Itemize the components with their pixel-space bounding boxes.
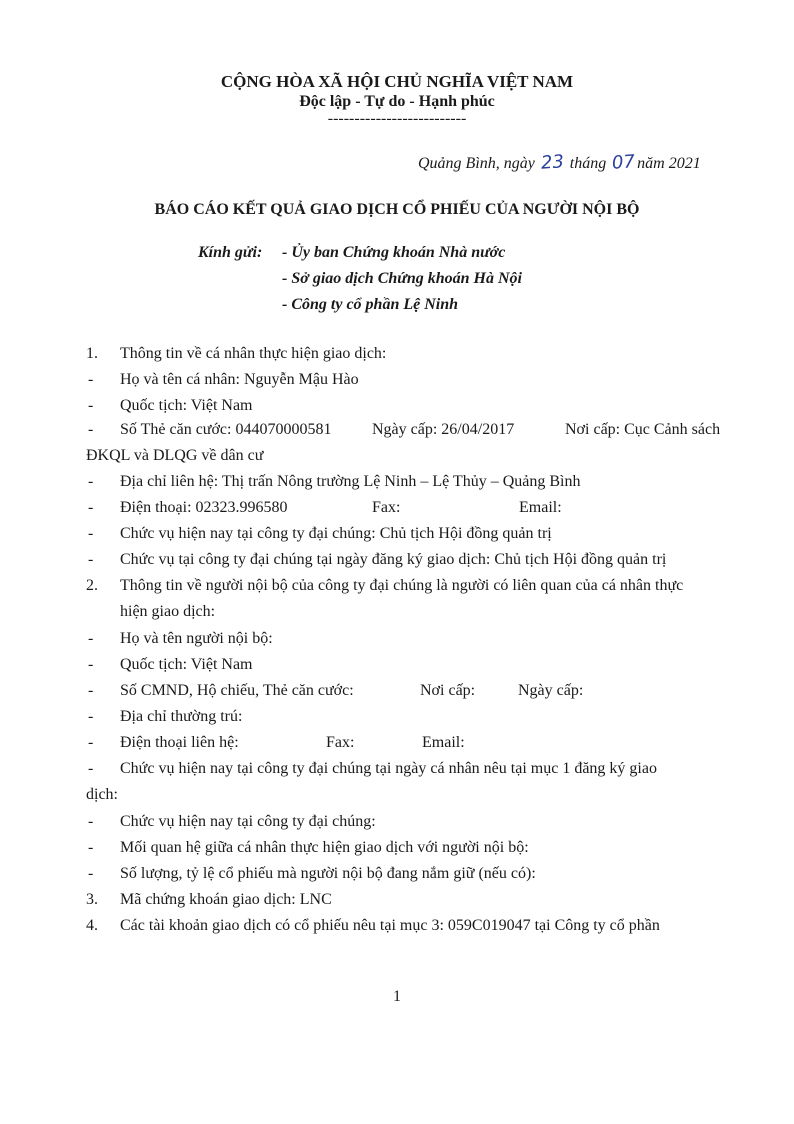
bullet-dash: - <box>88 473 94 490</box>
insider-fax: Fax: <box>326 734 355 751</box>
insider-phone: Điện thoại liên hệ: <box>120 734 239 751</box>
bullet-dash: - <box>88 682 94 699</box>
date-line <box>418 152 701 173</box>
date-prefix: Quảng Bình, ngày <box>418 155 535 172</box>
recipient-item: - Ủy ban Chứng khoán Nhà nước <box>282 244 506 261</box>
recipient-item: - Sở giao dịch Chứng khoán Hà Nội <box>282 270 522 287</box>
bullet-dash: - <box>88 708 94 725</box>
trader-name: Họ và tên cá nhân: Nguyễn Mậu Hào <box>120 371 359 388</box>
insider-id-place: Nơi cấp: <box>420 682 476 699</box>
section-number: 1. <box>86 345 98 362</box>
bullet-dash: - <box>88 839 94 856</box>
bullet-dash: - <box>88 499 94 516</box>
country-name: CỘNG HÒA XÃ HỘI CHỦ NGHĨA VIỆT NAM <box>220 72 574 91</box>
insider-position-now: Chức vụ hiện nay tại công ty đại chúng: <box>120 813 376 830</box>
report-title: BÁO CÁO KẾT QUẢ GIAO DỊCH CỔ PHIẾU CỦA NGƯỜI NỘI BỘ <box>154 201 640 218</box>
insider-holdings: Số lượng, tỷ lệ cổ phiếu mà người nội bộ đang nắm giữ (nếu có): <box>120 865 536 882</box>
bullet-dash: - <box>88 630 94 647</box>
section-heading: Thông tin về người nội bộ của công ty đại chúng là người có liên quan của cá nhân thực <box>120 577 684 594</box>
trader-id-place-continued: ĐKQL và DLQG về dân cư <box>86 447 264 464</box>
trader-id-place: Nơi cấp: Cục Cảnh sách <box>565 421 721 438</box>
bullet-dash: - <box>88 656 94 673</box>
header-rule: -------------------------- <box>327 110 467 127</box>
date-year: năm 2021 <box>637 155 701 172</box>
handwritten-month: 07 <box>611 151 636 174</box>
bullet-dash: - <box>88 865 94 882</box>
section-number: 4. <box>86 917 98 934</box>
trader-phone: Điện thoại: 02323.996580 <box>120 499 288 516</box>
trader-address: Địa chỉ liên hệ: Thị trấn Nông trường Lệ Ninh – Lệ Thủy – Quảng Bình <box>120 473 581 490</box>
bullet-dash: - <box>88 551 94 568</box>
trader-position-now: Chức vụ hiện nay tại công ty đại chúng: Chủ tịch Hội đồng quản trị <box>120 525 552 542</box>
national-motto: Độc lập - Tự do - Hạnh phúc <box>299 93 495 110</box>
bullet-dash: - <box>88 525 94 542</box>
trader-nationality: Quốc tịch: Việt Nam <box>120 397 253 414</box>
recipient-item: - Công ty cổ phần Lệ Ninh <box>282 296 459 313</box>
insider-email: Email: <box>422 734 465 751</box>
trader-position-registration: Chức vụ tại công ty đại chúng tại ngày đăng ký giao dịch: Chủ tịch Hội đồng quản trị <box>120 551 667 568</box>
trader-id-number: Số Thẻ căn cước: 044070000581 <box>120 421 332 438</box>
insider-nationality: Quốc tịch: Việt Nam <box>120 656 253 673</box>
bullet-dash: - <box>88 421 94 438</box>
trader-email: Email: <box>519 499 562 516</box>
insider-address: Địa chỉ thường trú: <box>120 708 243 725</box>
bullet-dash: - <box>88 371 94 388</box>
insider-id-date: Ngày cấp: <box>518 682 584 699</box>
handwritten-day: 23 <box>540 151 565 174</box>
trading-accounts: Các tài khoản giao dịch có cổ phiếu nêu tại mục 3: 059C019047 tại Công ty cổ phần <box>120 917 660 934</box>
date-month-word: tháng <box>569 155 607 172</box>
trader-id-date: Ngày cấp: 26/04/2017 <box>372 421 515 438</box>
bullet-dash: - <box>88 813 94 830</box>
page-number: 1 <box>393 988 401 1005</box>
section-heading-continued: hiện giao dịch: <box>120 603 216 620</box>
insider-name: Họ và tên người nội bộ: <box>120 630 273 647</box>
bullet-dash: - <box>88 397 94 414</box>
section-heading: Thông tin về cá nhân thực hiện giao dịch: <box>120 345 387 362</box>
insider-position-registration: Chức vụ hiện nay tại công ty đại chúng tại ngày cá nhân nêu tại mục 1 đăng ký giao <box>120 760 657 777</box>
section-number: 3. <box>86 891 98 908</box>
insider-relationship: Mối quan hệ giữa cá nhân thực hiện giao dịch với người nội bộ: <box>120 839 529 856</box>
insider-position-registration-continued: dịch: <box>86 786 118 803</box>
bullet-dash: - <box>88 760 94 777</box>
bullet-dash: - <box>88 734 94 751</box>
insider-id-number: Số CMND, Hộ chiếu, Thẻ căn cước: <box>120 682 354 699</box>
trader-fax: Fax: <box>372 499 401 516</box>
section-number: 2. <box>86 577 98 594</box>
ticker-symbol: Mã chứng khoán giao dịch: LNC <box>120 891 332 908</box>
recipients-label: Kính gửi: <box>198 244 263 261</box>
